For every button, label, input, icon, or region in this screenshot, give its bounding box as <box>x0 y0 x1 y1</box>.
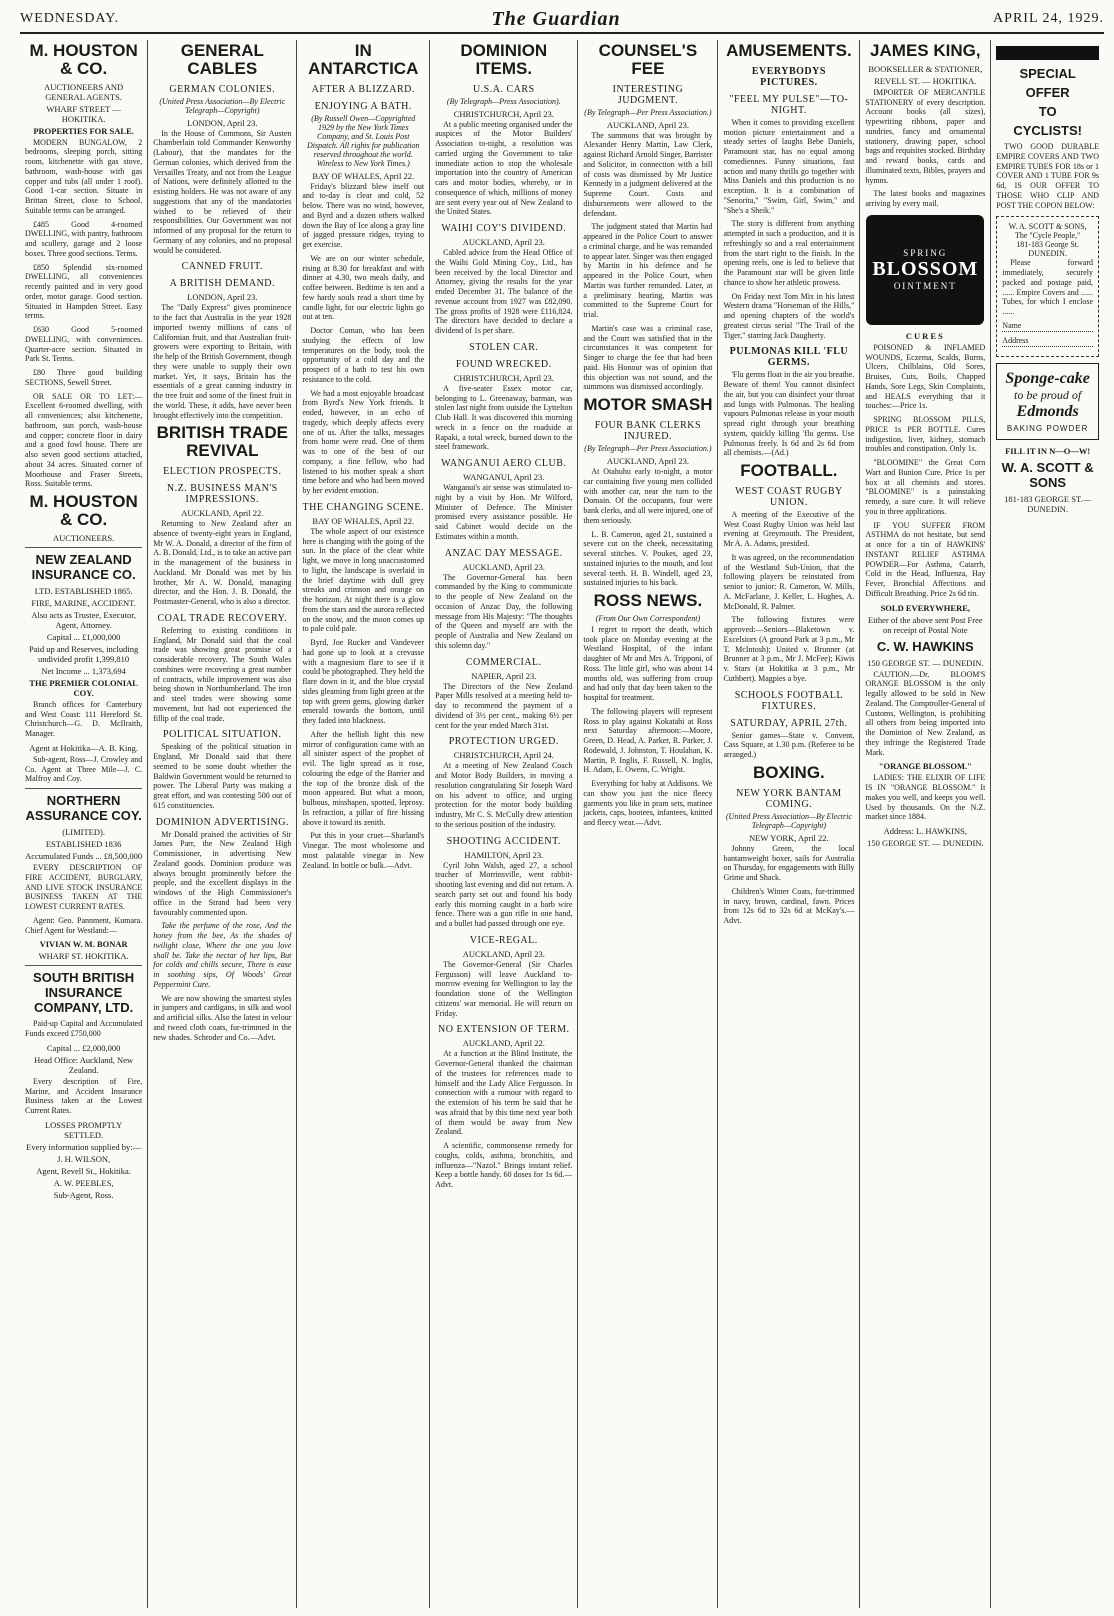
protection-urged-subhead: PROTECTION URGED. <box>448 736 559 748</box>
bank-clerks-subhead: FOUR BANK CLERKS INJURED. <box>594 420 702 443</box>
northern-assurance-heading: NORTHERN ASSURANCE COY. <box>25 793 142 824</box>
commercial-subhead: COMMERCIAL. <box>465 656 542 668</box>
changing-scene-subhead: THE CHANGING SCENE. <box>302 501 424 513</box>
hawkins-name: C. W. HAWKINS <box>876 638 974 654</box>
article-paragraph: After the hellish light this new mirror of configuration came with an all sinister aspect of the prophet of evil. The light spread as it rose, colouring the edge of the Barrier and the top of the bronze disk of the moon appeared. But what a moon, bulbous, misshapen, spotted, leprosy. In refraction, a pillar of fire hissing above it toward its zenith. <box>302 729 425 827</box>
article-paragraph: At a meeting of New Zealand Coach and Motor Body Builders, in moving a resolution congratulating Sir Joseph Ward on his advent to office, and urging protection for the motor body building industry, Mr C. S. McCully drew attention to the serious position of the industry. <box>435 761 573 829</box>
election-prospects-subhead: ELECTION PROSPECTS. <box>163 466 282 478</box>
press-association-credit: (United Press Association—By Electric Telegraph—Copyright) <box>725 811 852 830</box>
magazines-line: The latest books and magazines arriving by every mail. <box>865 189 986 209</box>
divider <box>25 547 142 548</box>
dominion-items-heading: DOMINION ITEMS. <box>460 41 548 78</box>
german-colonies-subhead: GERMAN COLONIES. <box>169 83 276 95</box>
article-paragraph: The following players will represent Ross to play against Kokatahi at Ross next Saturday afternoon:—Moore, Green, D. Head, A. Parker, R. Parker, J. Rodewald, J. Johnston, T. Houlahan, K. Martin, P. Inglis, F. Russell, N. Inglis, H. Adam, E. Owens, C. Wright. <box>583 706 713 775</box>
article-paragraph: The Governor-General (Sir Charles Fergusson) will leave Auckland to-morrow evening for Wellington to lay the foundation stone of the Wellington citizens' war memorial. He will return on Friday. <box>435 959 573 1018</box>
spring-blossom-logo <box>866 215 984 325</box>
article-paragraph: The "Daily Express" gives prominence to the fact that Australia in the year 1928 imported twenty millions of cans of Californian fruit, and that Australian fruit-growers were exporting to Britain, with the help of the British Government, though they were unable to supply their own market. Yet, it says, Britain has the essentials of a great canning industry in the tree fruit and some of the finest fruit in the world. These, it adds, have never been brought effectively into the competition. <box>153 303 292 420</box>
cures-label: CURES <box>905 330 945 341</box>
dominion-advertising-subhead: DOMINION ADVERTISING. <box>155 816 289 828</box>
scott-sons-address: 181-183 GEORGE ST.—DUNEDIN. <box>1004 493 1092 514</box>
head-office: Head Office: Auckland, New Zealand. <box>34 1054 134 1075</box>
sub-agent-ross: Sub-agent, Ross—J. Crowley and Co. Agent at Three Mile—J. C. Malfroy and Coy. <box>25 754 143 784</box>
decorative-strip <box>996 46 1099 60</box>
dateline: WANGANUI, April 23. <box>463 472 545 483</box>
british-demand-subhead: A BRITISH DEMAND. <box>169 278 276 290</box>
to-label: TO <box>1038 104 1057 119</box>
article-paragraph: The Governor-General has been commanded by the King to communicate to the people of New Zealand on the occasion of Anzac Day, the following message from His Majesty: "The thoughts of the Queen and myself are with the people of Australia and New Zealand on this solemn day." <box>435 572 573 650</box>
nz-insurance-established: LTD. ESTABLISHED 1865. <box>34 585 133 596</box>
column-3-antarctica <box>297 40 430 1608</box>
dateline: CHRISTCHURCH, April 24. <box>453 750 554 761</box>
article-paragraph: Doctor Coman, who has been studying the effects of low temperatures on the body, took the opportunity of a cold day and the prospect of a bath to test his own resistance to the cold. <box>302 326 425 384</box>
column-8-cyclists-offer <box>991 40 1104 1608</box>
special-label: SPECIAL <box>1019 66 1076 81</box>
political-situation-subhead: POLITICAL SITUATION. <box>163 729 282 741</box>
accumulated-funds: Accumulated Funds ... £8,500,000 <box>25 851 143 862</box>
article-paragraph: We are on our winter schedule, rising at 8.30 for breakfast and with dinner at 4.30, two meals daily, and coffee between. Bedtime is ten and a few hardy souls read a short time by candle light, for our electric lights go out at ten. <box>302 253 425 322</box>
orange-blossom-label: "ORANGE BLOSSOM." <box>878 761 972 772</box>
article-paragraph: The whole aspect of our existence here is changing with the going of the sun. In the place of the clear white light, we move in long unaccustomed to light, the landscape is overlaid in the brief daytime with dull grey streaks and crimson and orange on the horizon. At night there is a glow from the stars and the aurora reflected on the snow, and the moon comes up to pale cold pale. <box>302 526 425 634</box>
offer-label: OFFER <box>1025 85 1070 100</box>
divider <box>25 965 142 966</box>
dateline: LONDON, April 23. <box>187 117 258 128</box>
dateline: AUCKLAND, April 23. <box>462 561 545 572</box>
blossom-logo-main: BLOSSOM <box>872 258 979 281</box>
edmonds-advert <box>996 363 1099 440</box>
dateline: CHRISTCHURCH, April 23. <box>453 372 554 383</box>
limited-label: (LIMITED). <box>62 827 105 838</box>
article-paragraph: I regret to report the death, which took place on Monday evening at the Westland Hospital, of the infant daughter of Mr and Mrs A. Tripponi, of Ross. The little girl, who was about 14 months old, was suffering from croup and had only that day been taken to the hospital for treatment. <box>583 624 713 703</box>
article-paragraph: The summons that was brought by Alexander Henry Martin, Law Clerk, against Richard Arnold Singer, Barrister and Solicitor, in connection with a bill of costs was dismissed by Mr Justice Kennedy in a judgment delivered at the Supreme Court. Costs and disbursements were allowed to the defendant. <box>583 130 713 218</box>
rugby-union-subhead: WEST COAST RUGBY UNION. <box>735 485 843 508</box>
article-paragraph: Returning to New Zealand after an absence of twenty-eight years in England, Mr W. A. Donald, a director of the firm of A. B. Donald, Ltd., is to take an active part in the management of the business in Auckland. Mr Donald was met by his brother, Mr A. W. Donald, managing director, and the Hon. J. B. Donald, the Postmaster-General, who is also a director. <box>153 519 292 607</box>
anzac-message-subhead: ANZAC DAY MESSAGE. <box>444 547 563 559</box>
pulmonas-advert: 'Flu germs float in the air you breathe. Beware of them! You cannot disinfect the air, but you can disinfect your throat and lungs with Pulmonas. The healing vapours Pulmonas release in your mouth spread right through your breathing system, quickly killing 'flu germs. Use Pulmonas freely. Is 6d and 2s 6d from all chemists.—(Ad.) <box>723 370 855 458</box>
post-free-line: Either of the above sent Post Free on receipt of Postal Note <box>867 614 983 635</box>
mckays-advert: Children's Winter Coats, fur-trimmed in navy, brown, cardinal, fawn. Prices from 12s 6d to 32s 6d at McKay's.—Advt. <box>723 886 855 926</box>
addisons-advert: Everything for baby at Addisons. We can show you just the nice fleecy garments you like in pram sets, matinee jackets, caps, bootees, infantees, knitted and fleecy wear.—Advt. <box>583 779 713 828</box>
copyright-credit: (By Russell Owen—Copyrighted 1929 by the New York Times Company, and St. Louis Post Dispatch. All rights for publication reserved throughout the world. Wireless to New York Times.) <box>307 113 420 168</box>
pills-advert: SPRING BLOSSOM PILLS, PRICE 1s PER BOTTLE. Cures indigestion, liver, kidney, stomach troubles and constipation. Only 1s. <box>865 415 986 454</box>
article-paragraph: The following fixtures were approved:—Seniors—Blaketown v. Excelsiors (A ground Park at 3 p.m., Mr T. McIntosh); United v. Brunner (at Brunner at 3 p.m., Mr J. McFee); Kiwis v. Stars (at Hokitika at 3 p.m., Mr Cuthbert). Magpies a bye. <box>723 615 855 683</box>
press-association-credit: (By Telegraph—Per Press Association.) <box>584 444 712 454</box>
peppermint-cure-verse: Take the perfume of the rose, And the honey from the bee, As the shades of twilight close, Where the one you love shall be. Take the nectar of her lips, But for colds and chills secure, There is ease in soothing sips, Of Woods' Great Peppermint Cure. <box>153 921 292 989</box>
hawkins-address: 150 GEORGE ST. — DUNEDIN. <box>867 657 984 668</box>
order-coupon <box>996 216 1099 357</box>
agent-geo: Agent: Geo. Pannment, Kumara. Chief Agent for Westland:— <box>25 915 143 935</box>
blossom-logo-bottom: OINTMENT <box>893 281 957 292</box>
peebles-address: Sub-Agent, Ross. <box>53 1189 114 1200</box>
masthead-day: WEDNESDAY. <box>20 11 120 26</box>
net-income-line: Net Income ... 1,373,694 <box>41 665 126 676</box>
property-485: £485 Good 4-roomed DWELLING, with pantry, bathroom and scullery, garage and 2 loose boxes. Three good sections. Terms. <box>25 219 143 258</box>
coal-trade-subhead: COAL TRADE RECOVERY. <box>157 612 288 624</box>
press-association-credit: (United Press Association—By Electric Telegraph—Copyright) <box>159 96 286 115</box>
motor-smash-heading: MOTOR SMASH <box>583 395 713 415</box>
article-paragraph: When it comes to providing excellent motion picture entertainment and a steady series of laughs Bebe Daniels, Paramount star, has no equal among comediennes. Funny situations, fast action and many thrills go together with Miss Daniels and this production is no exception. It is a combination of "Senorita," "Swim, Girl, Swim," and "She's a Sheik." <box>723 117 855 215</box>
james-king-address: REVELL ST. — HOKITIKA. <box>874 75 977 86</box>
article-paragraph: At a function at the Blind Institute, the Governor-General thanked the chairman of the trustees for references made to himself and the Lady Alice Fergusson. In connection with a rumour with regard to the extension of his term he said that he was afraid that by this time next year both of them would be away from New Zealand. <box>435 1049 573 1137</box>
sold-everywhere: SOLD EVERYWHERE, <box>880 602 971 613</box>
column-4-dominion-items <box>430 40 578 1608</box>
asthma-advert: IF YOU SUFFER FROM ASTHMA do not hesitate, but send at once for a tin of HAWKINS' INSTANT RELIEF ASTHMA POWDER—For Asthma, Catarrh, Cold in the Head, Influenza, Hay Fever, Bronchial Affections and Difficult Breathing. Price 2s 6d tin. <box>865 520 986 598</box>
dateline: AUCKLAND, April 23. <box>462 237 545 248</box>
tyre-offer-text: TWO GOOD DURABLE EMPIRE COVERS AND TWO EMPIRE TUBES FOR 18s or 1 COVER AND 1 TUBE FOR 9s 6d, IS OUR OFFER TO THOSE WHO CLIP AND POST THE COPON BELOW: <box>996 142 1099 210</box>
feel-my-pulse-subhead: "FEEL MY PULSE"—TO-NIGHT. <box>729 93 849 116</box>
for-sale-ad: OR SALE OR TO LET:—Excellent 6-roomed dwelling, with all conveniences; also kitchenette, bathroom, sun porch, wash-house and copper; concrete floor in dairy and a good fowl house. There are also seven good sections attached, about 34 acres. Situated corner of Moorhouse and Fraser Streets, Ross. Suitable terms. <box>25 391 143 489</box>
after-blizzard-subhead: AFTER A BLIZZARD. <box>311 83 415 95</box>
article-paragraph: L. B. Cameron, aged 21, sustained a severe cut on the cheek, necessitating several stitches. V. Poukes, aged 23, sustained injuries to the mouth, and lost several teeth. H. B. Windell, aged 23, sustained injuries to his back. <box>583 529 713 588</box>
article-paragraph: Friday's blizzard blew itself out and to-day is clear and cold, 52 below. There was no wind, however, and Byrd and a dozen others walked down the Bay of Ice along a gray line of jagged pressure ridges, trying to get exercise. <box>302 181 425 250</box>
dateline: AUCKLAND, April 23. <box>606 119 689 130</box>
bloomine-advert: "BLOOMINE" the Great Corn Wart and Bunion Cure. Price 1s per box at all chemists and stores. "BLOOMINE" is a painstaking remedy, a sure cure. It will relieve you in three applications. <box>865 458 986 516</box>
article-paragraph: The judgment stated that Martin had appeared in the Police Court to answer a criminal charge, and he was remanded to appear later. Singer was then engaged by Martin in his defence and he appeared in the Police Court, when Martin was further remanded. Later, at a preliminary hearing, Martin was committed to the Supreme Court for trial. <box>583 222 713 320</box>
vivian-bonar: VIVIAN W. M. BONAR <box>39 939 128 950</box>
article-paragraph: Speaking of the political situation in England, Mr Donald said that there seemed to be some doubt whether the Baldwin Government would be returned to power. The Liberal Party was making a great effort, and was contesting 500 out of 615 constituencies. <box>153 742 292 810</box>
caution-advert: CAUTION.—Dr. BLOOM'S ORANGE BLOSSOM is the only legally allowed to be sold in New Zealand. The Comptroller-General of Customs, Wellington, is prohibiting all others from being imported into the Dominion of New Zealand, as they infringe the Registered Trade Mark. <box>865 669 986 757</box>
vice-regal-subhead: VICE-REGAL. <box>469 934 538 946</box>
article-paragraph: A meeting of the Executive of the West Coast Rugby Union was held last evening at Greymouth. The President, Mr A. A. Adams, presided. <box>723 509 855 549</box>
article-paragraph: The story is different from anything attempted in such a production, and it is refreshingly so and a real entertainment from the start right to the finish. In the opening reels, one is led to believe that the Paramount star will be given little chance to show her athletic prowess. <box>723 219 855 287</box>
everybodys-pictures-subhead: EVERYBODYS PICTURES. <box>751 65 826 88</box>
article-paragraph: Johnny Green, the local bantamweight boxer, sails for Australia on Thursday, for engagements with Billy Grime and Shack. <box>723 843 855 883</box>
name-label: Name <box>1002 320 1022 330</box>
auctioneers-label: AUCTIONEERS. <box>53 532 115 543</box>
address-label: Address <box>1002 335 1029 345</box>
coupon-cycle-people: The "Cycle People," <box>1014 231 1081 241</box>
article-paragraph: In the House of Commons, Sir Austen Chamberlain told Commander Kenworthy (Labour), that the mandates for the German colonies, which derived from the Versailles Treaty, and not from the League of Nations, were definitely allotted to the existing holders. He was not aware of any suggestions that any of the mandatories wished to be relieved of their responsibilities. Our Government was not informed of any proposal for the return to Germany of any colonies, and no proposal would be considered. <box>153 128 292 255</box>
fire-marine-accident: FIRE, MARINE, ACCIDENT. <box>31 597 136 608</box>
ladies-advert: LADIES: THE ELIXIR OF LIFE IS IN "ORANGE BLOSSOM." It makes you well, and keeps you well. Used by thousands. On the N.Z. market since 1884. <box>865 773 986 822</box>
losses-settled: LOSSES PROMPTLY SETTLED. <box>44 1119 123 1140</box>
article-paragraph: At Otahuhu early to-night, a motor car containing five young men collided with another car, near the turn to the Domain. Of the occupants, four were bank clerks, and all were injured, one of them seriously. <box>583 467 713 525</box>
article-paragraph: On Friday next Tom Mix in his latest Western drama "Horseman of the Hills," and opening chapters of the world's greatest circus serial "The Trail of the Tiger," starring Jack Daugherty. <box>723 291 855 340</box>
baking-powder-text: BAKING POWDER <box>1006 423 1089 433</box>
shooting-accident-subhead: SHOOTING ACCIDENT. <box>446 835 561 847</box>
article-paragraph: Cyril John Walsh, aged 27, a school teacher of Morrinsville, went rabbit-shooting last evening and did not return. A search party set out and found his body early this morning caught in a barb wire fence. There was a gun rifle in one hand, and a bullet had passed through one eye. <box>435 860 573 929</box>
column-5-counsels-fee <box>578 40 718 1608</box>
james-king-heading: JAMES KING, <box>870 41 981 60</box>
coupon-address: 181-183 George St. <box>1016 240 1080 250</box>
established-1836: ESTABLISHED 1836 <box>45 839 122 850</box>
dateline: AUCKLAND, April 23. <box>462 948 545 959</box>
fill-it-in: FILL IT IN N—O—W! <box>1005 445 1091 456</box>
houston-heading: M. HOUSTON & CO. <box>29 41 138 78</box>
divider <box>25 788 142 789</box>
pulmonas-subhead: PULMONAS KILL 'FLU GERMS. <box>729 346 849 369</box>
cyclists-label: CYCLISTS! <box>1013 123 1082 138</box>
dateline: AUCKLAND, April 22. <box>181 508 264 519</box>
dateline: NAPIER, April 23. <box>471 670 537 681</box>
coupon-address-field[interactable] <box>1002 336 1093 347</box>
british-trade-revival-heading: BRITISH TRADE REVIVAL <box>156 423 288 461</box>
article-paragraph: The Directors of the New Zealand Paper Mills resolved at a meeting held to-day to recommend the payment of a dividend of 3½ per cent., making 6½ per cent for the year ended March 31st. <box>435 681 573 730</box>
counsels-fee-heading: COUNSEL'S FEE <box>598 41 698 78</box>
column-2-general-cables <box>148 40 297 1608</box>
trustee-line: Also acts as Trustee, Executor, Agent, Attorney. <box>31 609 136 630</box>
aero-club-subhead: WANGANUI AERO CLUB. <box>441 458 567 470</box>
ointment-advert: POISONED & INFLAMED WOUNDS, Eczema, Scalds, Burns, Ulcers, Chilblains, Old Sores, Bruises, Cuts, Boils, Chapped Hands, Sore Legs, Skin Complaints, and HEALS everything that it touches:—Price 1s. <box>865 342 986 411</box>
found-wrecked-subhead: FOUND WRECKED. <box>455 358 552 370</box>
proud-of-text: to be proud of <box>1014 387 1082 402</box>
article-paragraph: A five-seater Essex motor car, belonging to L. Greenaway, barman, was stolen last night from outside the Lyttelton Club Hall. It was discovered this morning wreck in a fence on the roadside at Rapaki, a total wreck, burned down to the steel framework. <box>435 383 573 452</box>
property-80: £80 Three good building SECTIONS, Sewell Street. <box>25 368 143 387</box>
article-paragraph: It was agreed, on the recommendation of the Westland Sub-Union, that the following players be reinstated from senior to junior: R. Cameron, W. Mills, A. McFarlane, J. Keller, L. Hughes, A. McDonald, R. Palmer. <box>723 552 855 611</box>
columns <box>20 40 1104 1608</box>
masthead <box>20 6 1104 34</box>
dateline: NEW YORK, April 22. <box>749 832 829 843</box>
schools-fixtures-subhead: SCHOOLS FOOTBALL FIXTURES. <box>734 689 844 712</box>
press-association-credit: (By Telegraph—Press Association). <box>446 96 561 106</box>
wilson-name: J. H. WILSON, <box>57 1153 111 1164</box>
correspondent-credit: (From Our Own Correspondent) <box>595 613 701 623</box>
press-association-credit: (By Telegraph—Per Press Association.) <box>584 107 712 117</box>
paid-up-line: Paid up and Reserves, including undivided profit 1,399,810 <box>28 643 139 664</box>
premier-colonial: THE PREMIER COLONIAL COY. <box>29 677 138 698</box>
general-cables-heading: GENERAL CABLES <box>180 41 264 78</box>
bungalow-ad: MODERN BUNGALOW, 2 bedrooms, sleeping porch, sitting room, kitchenette with gas stove, bathroom, wash-house with gas copper and tubs (all under 1 roof). Good 1-car section. Situate in Brittan Street, close to School. Suitable terms can be arranged. <box>25 137 143 215</box>
properties-heading: PROPERTIES FOR SALE. <box>33 125 134 136</box>
nazol-advert: A scientific, commonsense remedy for coughs, colds, asthma, bronchitis, and influenza—"Nazol." Brings instant relief. Keep a bottle handy. 60 doses for 1s 6d.—Advt. <box>435 1141 573 1190</box>
coupon-company: W. A. SCOTT & SONS, <box>1008 222 1087 232</box>
south-british-heading: SOUTH BRITISH INSURANCE COMPANY, LTD. <box>33 970 135 1016</box>
article-paragraph: We had a most enjoyable broadcast from Byrd's New York friends. It ended, however, in an echo of tragedy, which deeply affects every one of us. After the talks, messages from home were read. One of them was to one of the best of our company, a fine fellow, who had listened to his mother speak a short time before and who had been moved by her evident emotion. <box>302 388 425 496</box>
column-1-advertisements <box>20 40 148 1608</box>
south-paid-up: Paid-up Capital and Accumulated Funds exceed £750,000 <box>25 1019 143 1039</box>
article-paragraph: Referring to existing conditions in England, Mr Donald said that the coal trade was showing great promise of a considerable recovery. The South Wales combines were recovering a great number of contracts, while improvement was also being shown in Northumberland. The iron and steel trades were showing some movement, but had not experienced the fillip of the coal trade. <box>153 625 292 723</box>
scott-sons-name: W. A. SCOTT & SONS <box>1001 459 1094 490</box>
nz-insurance-heading: NEW ZEALAND INSURANCE CO. <box>31 551 136 582</box>
canned-fruit-subhead: CANNED FRUIT. <box>181 261 263 273</box>
stationery-advert: IMPORTER OF MERCANTILE STATIONERY of every description. Account books (all sizes), typewriting ribbons, paper and sundries, fancy and ornamental stationery, drawing paper, school bags and requisites stocked. Birthday and reward books, cards and illuminated texts, Bibles, prayers and hymns. <box>865 87 986 185</box>
no-extension-subhead: NO EXTENSION OF TERM. <box>438 1024 570 1036</box>
coupon-city: DUNEDIN. <box>1028 249 1067 259</box>
saturday-subhead: SATURDAY, APRIL 27th. <box>730 717 848 729</box>
coupon-name-field[interactable] <box>1002 321 1093 332</box>
enjoying-bath-subhead: ENJOYING A BATH. <box>314 100 412 112</box>
property-630: £630 Good 5-roomed DWELLING, with conveniences. Quarter-acre section. Situated in Park St. Terms. <box>25 325 143 364</box>
dateline: CHRISTCHURCH, April 23. <box>453 108 554 119</box>
waihi-dividend-subhead: WAIHI COY'S DIVIDEND. <box>441 223 567 235</box>
coupon-instructions: Please forward immediately, securely packed and postage paid, ...... Empire Covers and ...... Tubes, for which I enclose ...... <box>1002 258 1093 316</box>
amusements-heading: AMUSEMENTS. <box>726 41 852 60</box>
ross-news-heading: ROSS NEWS. <box>593 591 703 611</box>
south-every-description: Every description of Fire, Marine, and Accident Insurance Business taken at the Lowest Current Rates. <box>25 1076 143 1116</box>
article-paragraph: At a public meeting organised under the auspices of the Motor Builders' Association to-night, a resolution was carried urging the Government to take immediate action to stop the wholesale importation into the country of American cars and motor bodies, whereby, or in consequence of which, millions of money are sent every year out of New Zealand to the United States. <box>435 119 573 217</box>
wharf-st: WHARF ST. HOKITIKA. <box>38 951 129 962</box>
usa-cars-subhead: U.S.A. CARS <box>472 83 535 95</box>
dateline: HAMILTON, April 23. <box>464 849 544 860</box>
dateline: BAY OF WHALES, April 22. <box>312 170 415 181</box>
dateline: LONDON, April 23. <box>187 292 258 303</box>
blossom-logo-top: SPRING <box>903 248 948 259</box>
capital-line: Capital ... £1,000,000 <box>46 631 121 642</box>
interesting-judgment-subhead: INTERESTING JUDGMENT. <box>612 83 684 106</box>
l-hawkins-name: Address: L. HAWKINS, <box>883 826 967 837</box>
property-850: £850 Splendid six-roomed DWELLING, all conveniences recently painted and in very good order, motor garage. Good section. Situated in Hampden Street. Easy terms. <box>25 262 143 321</box>
l-hawkins-address: 150 GEORGE ST. — DUNEDIN. <box>867 838 984 849</box>
masthead-paper-title: The Guardian <box>491 7 621 30</box>
article-paragraph: Martin's case was a criminal case, and the Court was satisfied that in the circumstances it was competent for Singer to charge the fee that had been paid. His Honour was of opinion that this objection was not sound, and the summons was dismissed accordingly. <box>583 323 713 392</box>
schroder-advert: We are now showing the smartest styles in jumpers and cardigans, in silk and wool and artificial silks. Also the latest in velour and tweed cloth coats, fur-trimmed in the new shades. Schroder and Co.—Advt. <box>153 993 292 1042</box>
sharland-vinegar-advert: Put this in your cruet—Sharland's Vinegar. The most wholesome and most palatable vinegar in New Zealand. In bottle or bulk.—Advt. <box>302 831 425 870</box>
article-paragraph: Mr Donald praised the activities of Sir James Parr, the New Zealand High Commissioner, in advertising New Zealand goods. Dominion produce was always brought prominently before the people, and the excellent displays in the windows of the High Commissioner's office in the Strand had been very favourably commented upon. <box>153 829 292 917</box>
houston-subtitle: AUCTIONEERS AND GENERAL AGENTS. <box>44 81 124 102</box>
antarctica-heading: IN ANTARCTICA <box>308 41 419 78</box>
article-paragraph: Wanganui's air sense was stimulated to-night by a visit by Hon. Mr Wilford, Minister of Defence. The Minister promised every assistance possible. He said Cabinet would decide on the Estimates within a month. <box>435 483 573 541</box>
boxing-heading: BOXING. <box>752 762 825 782</box>
sponge-cake-text: Sponge-cake <box>1005 369 1090 387</box>
houston-heading-2: M. HOUSTON & CO. <box>29 492 138 530</box>
edmonds-logo: Edmonds <box>1016 402 1079 420</box>
branch-offices: Branch offices for Canterbury and West Coast: 111 Hereford St. Christchurch—G. D. McIlraith, Manager. <box>25 699 143 739</box>
column-6-amusements <box>718 40 860 1608</box>
houston-address: WHARF STREET — HOKITIKA. <box>46 103 121 124</box>
masthead-date: APRIL 24, 1929. <box>993 11 1104 26</box>
south-capital: Capital ... £2,000,000 <box>46 1042 121 1053</box>
agent-hokitika: Agent at Hokitika—A. B. King. <box>29 742 139 753</box>
information-supplied: Every information supplied by:— <box>26 1141 142 1152</box>
bookseller-label: BOOKSELLER & STATIONER, <box>868 63 983 74</box>
football-heading: FOOTBALL. <box>740 461 838 481</box>
column-7-advertisements <box>860 40 991 1608</box>
dateline: AUCKLAND, April 23. <box>606 456 689 467</box>
stolen-car-subhead: STOLEN CAR. <box>469 341 539 353</box>
dateline: BAY OF WHALES, April 22. <box>312 515 415 526</box>
dateline: AUCKLAND, April 22. <box>462 1038 545 1049</box>
peebles-name: A. W. PEEBLES, <box>53 1177 114 1188</box>
every-description: EVERY DESCRIPTION OF FIRE ACCIDENT, BURGLARY, AND LIVE STOCK INSURANCE BUSINESS TAKEN AT THE LOWEST CURRENT RATES. <box>25 863 143 912</box>
article-paragraph: Senior games—State v. Convent, Cass Square, at 1.30 p.m. (Referee to be arranged.) <box>723 730 855 760</box>
article-paragraph: Cabled advice from the Head Office of the Waihi Gold Mining Coy., Ltd., has been received by the local Director and Attorney, giving the results for the year ended December 31. The balance of the revenue account from 1927 was £82,090. The gross profits of 1928 were £116,824. The directors have decided to declare a dividend of 1s per share. <box>435 248 573 336</box>
wilson-address: Agent, Revell St., Hokitika. <box>36 1165 131 1176</box>
bantam-subhead: NEW YORK BANTAM COMING. <box>736 787 842 810</box>
business-man-subhead: N.Z. BUSINESS MAN'S IMPRESSIONS. <box>166 483 278 506</box>
article-paragraph: Byrd, Joe Rucker and Vandeveer had gone up to look at a crevasse with a magnesium flare to see if it could be photographed. They held the flare down in it, and the blue crystal sides gleaming from light green at the top with green gems, glowing darker emerald towards the bottom, until they faded into blackness. <box>302 638 425 726</box>
